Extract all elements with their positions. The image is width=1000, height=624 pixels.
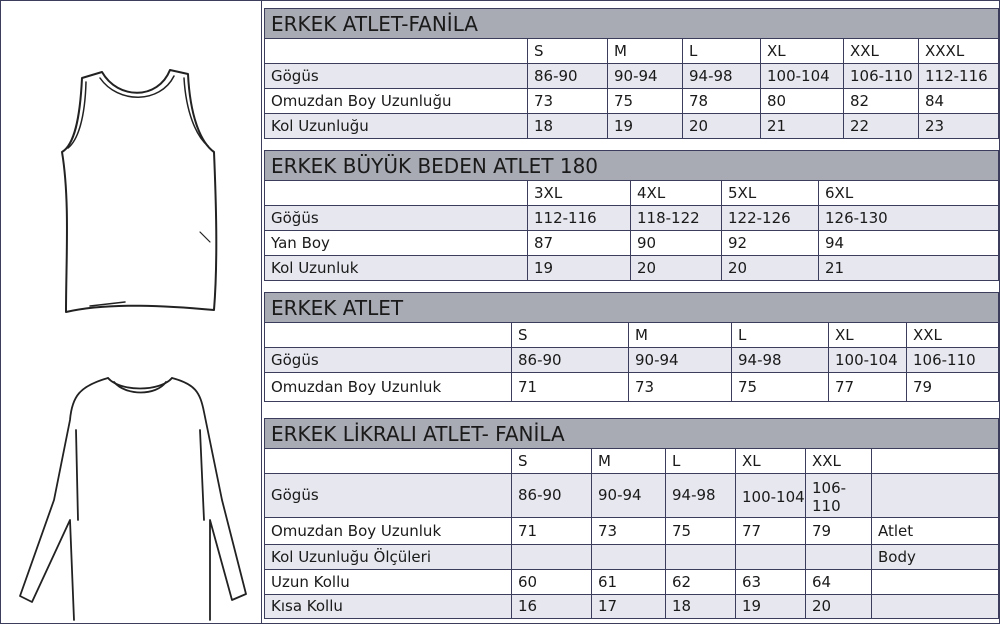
cell-value: Atlet — [872, 518, 999, 545]
size-header-label — [265, 449, 512, 474]
cell-value: 86-90 — [512, 474, 592, 518]
size-header-label — [265, 181, 528, 206]
row-label: Kol Uzunluk — [265, 256, 528, 281]
cell-value: 63 — [736, 570, 806, 595]
size-header: 3XL — [528, 181, 631, 206]
cell-value: 64 — [806, 570, 872, 595]
cell-value: 82 — [844, 89, 919, 114]
size-header: S — [512, 449, 592, 474]
cell-value: 94-98 — [683, 64, 761, 89]
table-title: ERKEK ATLET — [265, 293, 999, 323]
row-label: Omuzdan Boy Uzunluk — [265, 373, 512, 402]
row-label: Yan Boy — [265, 231, 528, 256]
row-label: Kol Uzunluğu Ölçüleri — [265, 545, 512, 570]
cell-value: 90-94 — [592, 474, 666, 518]
cell-value: 19 — [608, 114, 683, 139]
cell-value: 73 — [629, 373, 732, 402]
cell-value: 19 — [528, 256, 631, 281]
cell-value: 61 — [592, 570, 666, 595]
cell-value: 106-110 — [806, 474, 872, 518]
table-erkek-buyuk-beden-atlet — [264, 150, 999, 281]
size-header: 6XL — [819, 181, 999, 206]
cell-value — [666, 545, 736, 570]
table-row — [265, 373, 999, 402]
cell-value: 75 — [666, 518, 736, 545]
size-header: S — [512, 323, 629, 348]
table-row — [265, 89, 999, 114]
row-label: Omuzdan Boy Uzunluğu — [265, 89, 528, 114]
cell-value: 60 — [512, 570, 592, 595]
cell-value: 118-122 — [631, 206, 722, 231]
cell-value: 112-116 — [919, 64, 999, 89]
cell-value: 100-104 — [736, 474, 806, 518]
cell-value — [872, 595, 999, 619]
size-header — [872, 449, 999, 474]
size-header-label — [265, 323, 512, 348]
row-label: Gögüs — [265, 474, 512, 518]
cell-value: 106-110 — [844, 64, 919, 89]
row-label: Gögüs — [265, 348, 512, 373]
cell-value: 20 — [806, 595, 872, 619]
cell-value: 94 — [819, 231, 999, 256]
cell-value: 16 — [512, 595, 592, 619]
cell-value: 90-94 — [608, 64, 683, 89]
cell-value — [592, 545, 666, 570]
cell-value: 20 — [631, 256, 722, 281]
long-sleeve-shirt-icon — [20, 378, 246, 620]
row-label: Kısa Kollu — [265, 595, 512, 619]
cell-value: 80 — [761, 89, 844, 114]
size-header: S — [528, 39, 608, 64]
table-title: ERKEK LİKRALI ATLET- FANİLA — [265, 419, 999, 449]
size-header: XXL — [907, 323, 999, 348]
cell-value — [736, 545, 806, 570]
table-title: ERKEK ATLET-FANİLA — [265, 9, 999, 39]
garment-illustrations — [0, 0, 262, 624]
cell-value: 94-98 — [732, 348, 829, 373]
table-row — [265, 231, 999, 256]
cell-value: 100-104 — [761, 64, 844, 89]
table-row — [265, 545, 999, 570]
table-row — [265, 570, 999, 595]
table-row — [265, 206, 999, 231]
size-header: XXXL — [919, 39, 999, 64]
row-label: Kol Uzunluğu — [265, 114, 528, 139]
cell-value: 18 — [528, 114, 608, 139]
cell-value — [806, 545, 872, 570]
table-erkek-atlet-fanila — [264, 8, 999, 139]
cell-value: 86-90 — [528, 64, 608, 89]
table-erkek-atlet — [264, 292, 999, 402]
cell-value: 19 — [736, 595, 806, 619]
cell-value: 20 — [722, 256, 819, 281]
cell-value: 87 — [528, 231, 631, 256]
cell-value: 77 — [829, 373, 907, 402]
size-header: XXL — [844, 39, 919, 64]
cell-value: 84 — [919, 89, 999, 114]
cell-value: 75 — [608, 89, 683, 114]
cell-value: 73 — [528, 89, 608, 114]
table-row — [265, 256, 999, 281]
cell-value: 86-90 — [512, 348, 629, 373]
size-header: 4XL — [631, 181, 722, 206]
size-header: M — [608, 39, 683, 64]
cell-value: 90-94 — [629, 348, 732, 373]
cell-value: 100-104 — [829, 348, 907, 373]
cell-value: 78 — [683, 89, 761, 114]
tank-top-icon — [62, 70, 216, 312]
cell-value: 75 — [732, 373, 829, 402]
table-row — [265, 114, 999, 139]
size-header: L — [666, 449, 736, 474]
cell-value: 73 — [592, 518, 666, 545]
size-header: XL — [829, 323, 907, 348]
cell-value: 90 — [631, 231, 722, 256]
cell-value: 71 — [512, 373, 629, 402]
cell-value: 18 — [666, 595, 736, 619]
table-row — [265, 474, 999, 518]
cell-value: 21 — [761, 114, 844, 139]
cell-value: 23 — [919, 114, 999, 139]
size-header: 5XL — [722, 181, 819, 206]
size-header: XL — [761, 39, 844, 64]
size-header: XL — [736, 449, 806, 474]
size-header: XXL — [806, 449, 872, 474]
cell-value: 17 — [592, 595, 666, 619]
table-row — [265, 518, 999, 545]
cell-value: 92 — [722, 231, 819, 256]
table-erkek-likrali-atlet-fanila — [264, 418, 999, 619]
illustration-panel — [0, 0, 262, 624]
size-header: M — [592, 449, 666, 474]
size-header: L — [683, 39, 761, 64]
cell-value: 122-126 — [722, 206, 819, 231]
cell-value: 126-130 — [819, 206, 999, 231]
cell-value: 94-98 — [666, 474, 736, 518]
cell-value: 79 — [907, 373, 999, 402]
table-title: ERKEK BÜYÜK BEDEN ATLET 180 — [265, 151, 999, 181]
table-row — [265, 595, 999, 619]
cell-value: 20 — [683, 114, 761, 139]
cell-value: 112-116 — [528, 206, 631, 231]
cell-value: 77 — [736, 518, 806, 545]
cell-value — [512, 545, 592, 570]
cell-value: 71 — [512, 518, 592, 545]
cell-value: 106-110 — [907, 348, 999, 373]
row-label: Gögüs — [265, 64, 528, 89]
cell-value: Body — [872, 545, 999, 570]
cell-value: 21 — [819, 256, 999, 281]
cell-value — [872, 570, 999, 595]
cell-value: 79 — [806, 518, 872, 545]
cell-value: 22 — [844, 114, 919, 139]
size-header-label — [265, 39, 528, 64]
size-header: L — [732, 323, 829, 348]
cell-value — [872, 474, 999, 518]
row-label: Göğüs — [265, 206, 528, 231]
table-row — [265, 348, 999, 373]
size-header: M — [629, 323, 732, 348]
row-label: Uzun Kollu — [265, 570, 512, 595]
cell-value: 62 — [666, 570, 736, 595]
row-label: Omuzdan Boy Uzunluk — [265, 518, 512, 545]
table-row — [265, 64, 999, 89]
